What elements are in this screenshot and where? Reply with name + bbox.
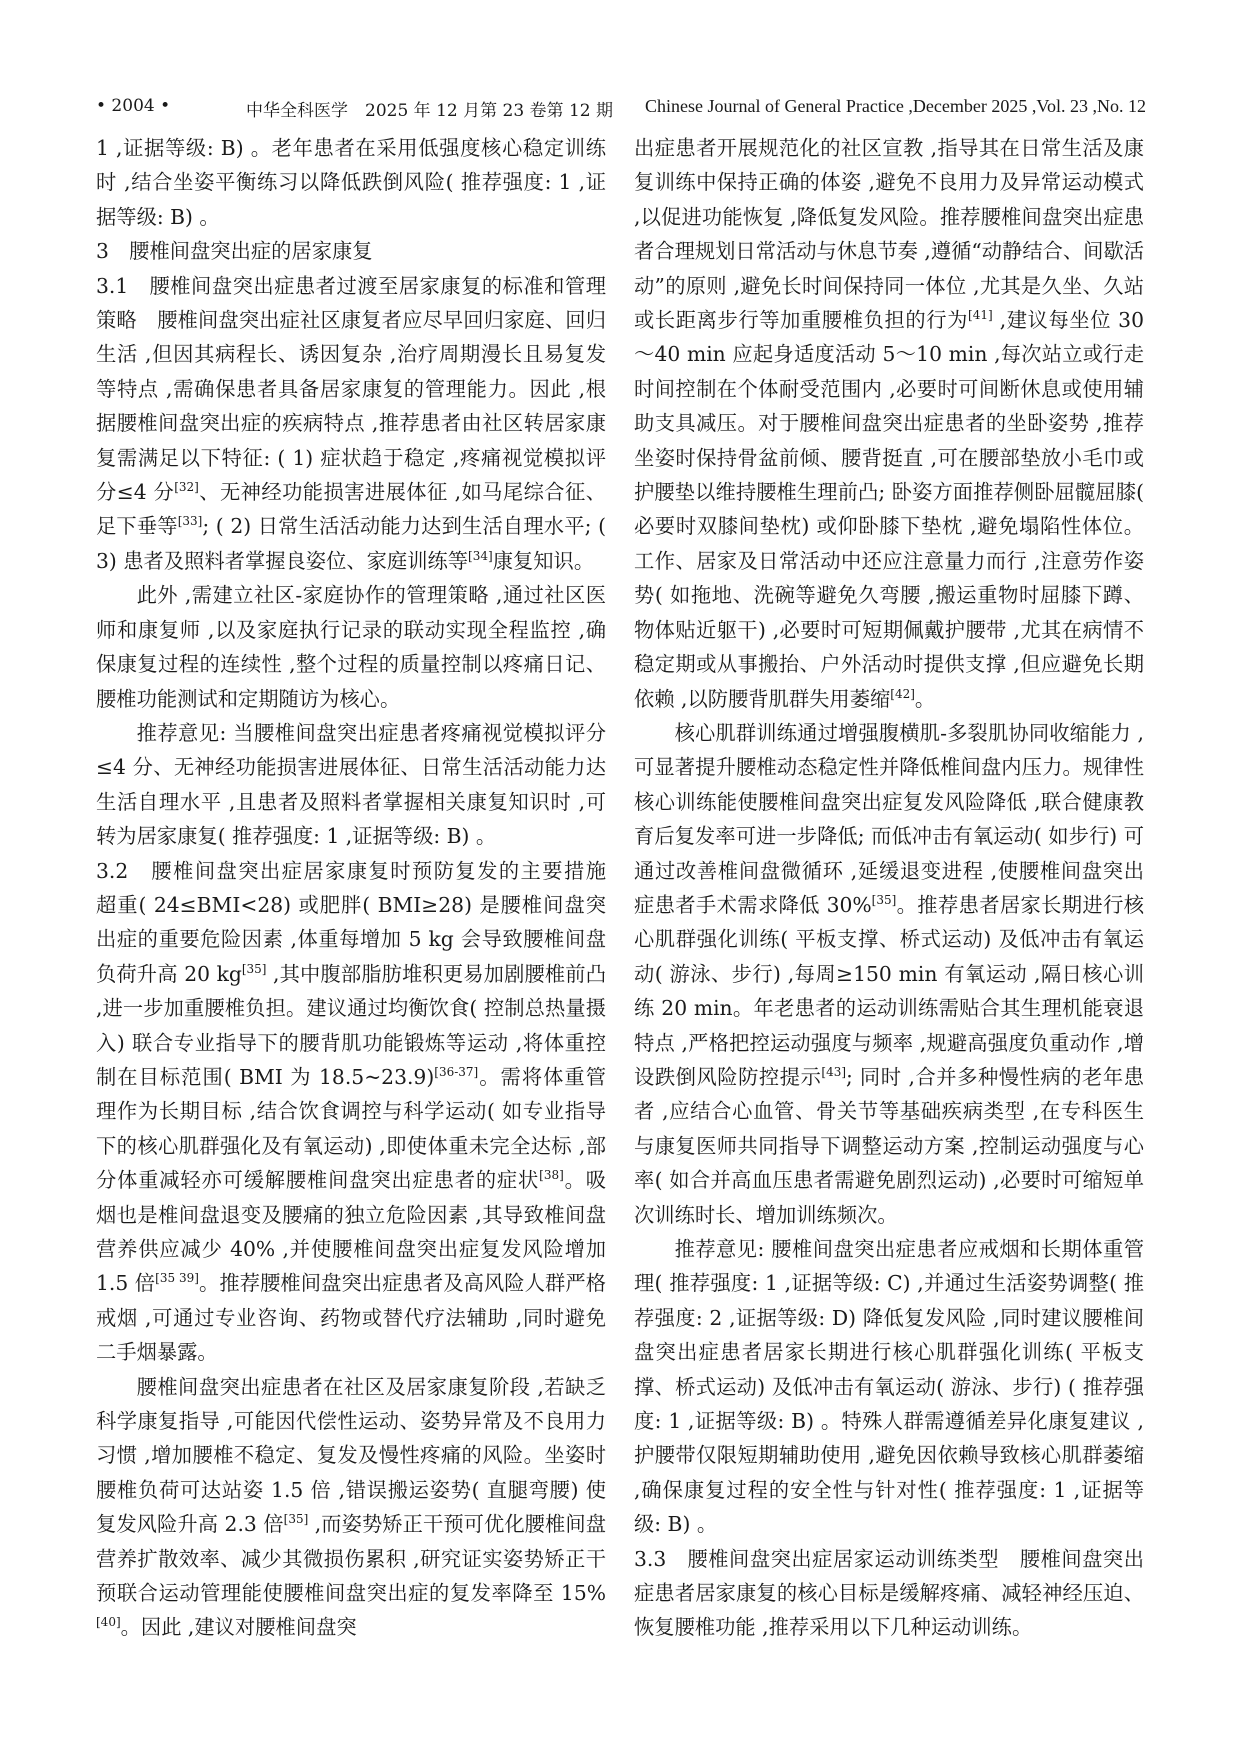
recommendation: 推荐意见: 腰椎间盘突出症患者应戒烟和长期体重管理( 推荐强度: 1 ,证据等级: C) ,并通过生活姿势调整( 推荐强度: 2 ,证据等级: D) 降低复发风险 ,同时建议腰椎间盘突出症患者居家长期进行核心肌群强化训练( 平板支撑、桥式运动) 及低冲击有氧运动( 游泳、步行) ( 推荐强度: 1 ,证据等级: B) 。特殊人群需遵循差异化康复建议 ,护腰带仅限短期辅助使用 ,避免因依赖导致核心肌群萎缩 ,确保康复过程的安全性与针对性( 推荐强度: 1 ,证据等级: B) 。 xyxy=(634,1237,1144,1537)
recommendation: 推荐意见: 当腰椎间盘突出症患者疼痛视觉模拟评分≤4 分、无神经功能损害进展体征、日常生活活动能力达生活自理水平 ,且患者及照料者掌握相关康复知识时 ,可转为居家康复( 推荐强度: 1 ,证据等级: B) 。 xyxy=(96,720,606,849)
paragraph: 核心肌群训练通过增强腹横肌-多裂肌协同收缩能力 ,可显著提升腰椎动态稳定性并降低椎间盘内压力。规律性核心训练能使腰椎间盘突出症复发风险降低 ,联合健康教育后复发率可进一步降低; 而低冲击有氧运动( 如步行) 可通过改善椎间盘微循环 ,延缓退变进程 ,使腰椎间盘突出症患者手术需求降低 30%[35]。推荐患者居家长期进行核心肌群强化训练( 平板支撑、桥式运动) 及低冲击有氧运动( 游泳、步行) ,每周≥150 min 有氧运动 ,隔日核心训练 20 min。年老患者的运动训练需贴合其生理机能衰退特点 ,严格把控运动强度与频率 ,规避高强度负重动作 ,增设跌倒风险防控提示[43]; 同时 ,合并多种慢性病的老年患者 ,应结合心血管、骨关节等基础疾病类型 ,在专科医生与康复医师共同指导下调整运动方案 ,控制运动强度与心率( 如合并高血压患者需避免剧烈运动) ,必要时可缩短单次训练时长、增加训练频次。 xyxy=(634,720,1144,1227)
journal-info-cn: 中华全科医学 2025 年 12 月第 23 卷第 12 期 xyxy=(246,101,613,121)
citation: [40] xyxy=(96,1615,121,1630)
paragraph: 此外 ,需建立社区-家庭协作的管理策略 ,通过社区医师和康复师 ,以及家庭执行记录的联动实现全程监控 ,确保康复过程的连续性 ,整个过程的质量控制以疼痛日记、腰椎功能测试和定期随访为核心。 xyxy=(96,583,606,711)
page-number: • 2004 • xyxy=(96,96,171,116)
citation: [41] xyxy=(968,308,993,323)
citation: [38] xyxy=(539,1168,564,1183)
running-header xyxy=(96,96,1146,136)
paragraph: 腰椎间盘突出症患者在社区及居家康复阶段 ,若缺乏科学康复指导 ,可能因代偿性运动、姿势异常及不良用力习惯 ,增加腰椎不稳定、复发及慢性疼痛的风险。坐姿时腰椎负荷可达站姿 1.5 倍 ,错误搬运姿势( 直腿弯腰) 使复发风险升高 2.3 倍[35] ,而姿势矫正干预可优化腰椎间盘营养扩散效率、减少其微损伤累积 ,研究证实姿势矫正干预联合运动管理能使腰椎间盘突出症的复发率降至 15%[40]。因此 ,建议对腰椎间盘突 xyxy=(96,1374,606,1640)
subsection-3-1: 3.1 腰椎间盘突出症患者过渡至居家康复的标准和管理策略 腰椎间盘突出症社区康复者应尽早回归家庭、回归生活 ,但因其病程长、诱因复杂 ,治疗周期漫长且易复发等特点 ,需确保患者具备居家康复的管理能力。因此 ,根据腰椎间盘突出症的疾病特点 ,推荐患者由社区转居家康复需满足以下特征: ( 1) 症状趋于稳定 ,疼痛视觉模拟评分≤4 分[32]、无神经功能损害进展体征 ,如马尾综合征、足下垂等[33]; ( 2) 日常生活活动能力达到生活自理水平; ( 3) 患者及照料者掌握良姿位、家庭训练等[34]康复知识。 xyxy=(96,273,606,573)
journal-info-en: Chinese Journal of General Practice ,December 2025 ,Vol. 23 ,No. 12 xyxy=(644,96,1146,116)
left-column xyxy=(96,131,627,1645)
section-heading: 3 腰椎间盘突出症的居家康复 xyxy=(96,239,373,264)
citation: [32] xyxy=(174,480,199,495)
right-column xyxy=(634,131,1144,1645)
citation: [34] xyxy=(468,549,493,564)
paragraph: 1 ,证据等级: B) 。老年患者在采用低强度核心稳定训练时 ,结合坐姿平衡练习以降低跌倒风险( 推荐强度: 1 ,证据等级: B) 。 xyxy=(96,136,606,229)
citation: [35] xyxy=(283,1512,309,1527)
paragraph: 出症患者开展规范化的社区宣教 ,指导其在日常生活及康复训练中保持正确的体姿 ,避免不良用力及异常运动模式 ,以促进功能恢复 ,降低复发风险。推荐腰椎间盘突出症患者合理规划日常活动与休息节奏 ,遵循“动静结合、间歇活动”的原则 ,避免长时间保持同一体位 ,尤其是久坐、久站或长距离步行等加重腰椎负担的行为[41] ,建议每坐位 30～40 min 应起身适度活动 5～10 min ,每次站立或行走时间控制在个体耐受范围内 ,必要时可间断休息或使用辅助支具减压。对于腰椎间盘突出症患者的坐卧姿势 ,推荐坐姿时保持骨盆前倾、腰背挺直 ,可在腰部垫放小毛巾或护腰垫以维持腰椎生理前凸; 卧姿方面推荐侧卧屈髋屈膝( 必要时双膝间垫枕) 或仰卧膝下垫枕 ,避免塌陷性体位。工作、居家及日常活动中还应注意量力而行 ,注意劳作姿势( 如拖地、洗碗等避免久弯腰 ,搬运重物时屈膝下蹲、物体贴近躯干) ,必要时可短期佩戴护腰带 ,尤其在病情不稳定期或从事搬抬、户外活动时提供支撑 ,但应避免长期依赖 ,以防腰背肌群失用萎缩[42]。 xyxy=(634,136,1145,711)
citation: [35 39] xyxy=(155,1271,199,1286)
subsection-3-3: 3.3 腰椎间盘突出症居家运动训练类型 腰椎间盘突出症患者居家康复的核心目标是缓解疼痛、减轻神经压迫、恢复腰椎功能 ,推荐采用以下几种运动训练。 xyxy=(634,1546,1144,1640)
citation: [33] xyxy=(177,514,203,529)
citation: [43] xyxy=(821,1065,847,1080)
citation: [42] xyxy=(890,686,915,701)
citation: [36-37] xyxy=(434,1065,479,1080)
citation: [35] xyxy=(871,893,897,908)
subsection-3-2: 3.2 腰椎间盘突出症居家康复时预防复发的主要措施 超重( 24≤BMI<28) 或肥胖( BMI≥28) 是腰椎间盘突出症的重要危险因素 ,体重每增加 5 kg 会导致腰椎间盘负荷升高 20 kg[35] ,其中腹部脂肪堆积更易加剧腰椎前凸 ,进一步加重腰椎负担。建议通过均衡饮食( 控制总热量摄入) 联合专业指导下的腰背肌功能锻炼等运动 ,将体重控制在目标范围( BMI 为 18.5~23.9)[36-37]。需将体重管理作为长期目标 ,结合饮食调控与科学运动( 如专业指导下的核心肌群强化及有氧运动) ,即使体重未完全达标 ,部分体重减轻亦可缓解腰椎间盘突出症患者的症状[38]。吸烟也是椎间盘退变及腰痛的独立危险因素 ,其导致椎间盘营养供应减少 40% ,并使腰椎间盘突出症复发风险增加 1.5 倍[35 39]。推荐腰椎间盘突出症患者及高风险人群严格戒烟 ,可通过专业咨询、药物或替代疗法辅助 ,同时避免二手烟暴露。 xyxy=(96,858,627,1365)
citation: [35] xyxy=(241,961,267,976)
